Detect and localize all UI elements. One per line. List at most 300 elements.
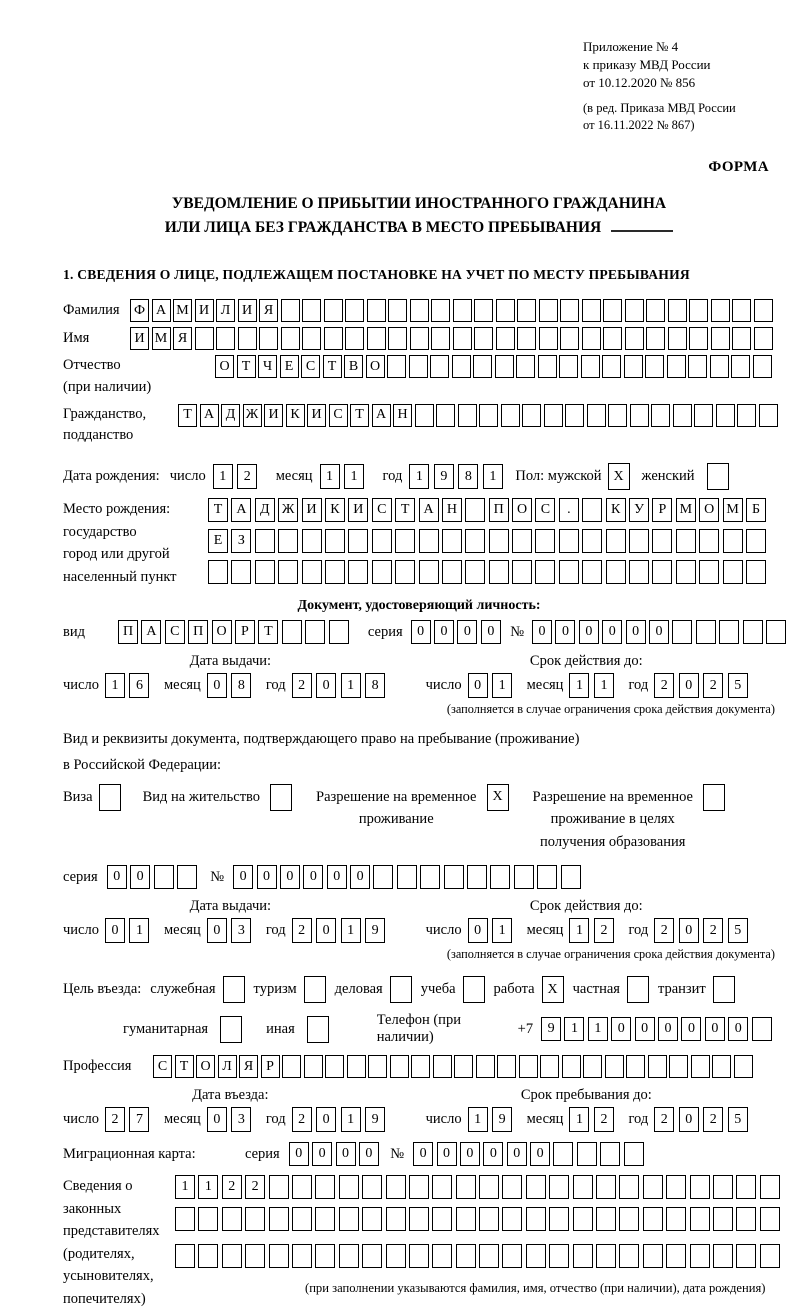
form-cell[interactable] [603, 299, 622, 322]
form-cell[interactable] [281, 299, 300, 322]
form-cell[interactable] [549, 1207, 569, 1231]
form-cell[interactable] [526, 1244, 546, 1268]
form-cell[interactable] [329, 620, 349, 644]
form-cell[interactable] [222, 1244, 242, 1268]
form-cell[interactable] [752, 1017, 772, 1041]
form-cell[interactable] [387, 355, 406, 378]
form-cell[interactable] [324, 327, 343, 350]
form-cell[interactable] [516, 355, 535, 378]
form-cell[interactable] [324, 299, 343, 322]
form-cell[interactable] [388, 299, 407, 322]
form-cell[interactable]: Б [746, 498, 766, 522]
form-cell[interactable]: 9 [365, 1107, 385, 1132]
form-cell[interactable] [587, 404, 606, 427]
form-cell[interactable]: А [372, 404, 391, 427]
form-cell[interactable] [278, 560, 298, 584]
form-cell[interactable]: 0 [728, 1017, 748, 1041]
form-cell[interactable]: Д [255, 498, 275, 522]
form-cell[interactable] [386, 1244, 406, 1268]
form-cell[interactable] [282, 620, 302, 644]
form-cell[interactable] [395, 529, 415, 553]
form-cell[interactable]: А [231, 498, 251, 522]
form-cell[interactable] [502, 1207, 522, 1231]
form-cell[interactable] [453, 299, 472, 322]
form-cell[interactable] [673, 404, 692, 427]
form-cell[interactable] [596, 1244, 616, 1268]
form-cell[interactable] [419, 529, 439, 553]
form-cell[interactable]: 0 [130, 865, 150, 889]
form-cell[interactable]: 1 [341, 673, 361, 698]
form-cell[interactable] [561, 865, 581, 889]
form-cell[interactable] [512, 529, 532, 553]
form-cell[interactable] [651, 404, 670, 427]
form-cell[interactable] [465, 498, 485, 522]
form-cell[interactable]: 2 [703, 1107, 723, 1132]
form-cell[interactable]: 1 [483, 464, 503, 489]
form-cell[interactable]: 0 [679, 1107, 699, 1132]
form-cell[interactable] [476, 1055, 495, 1078]
form-cell[interactable] [711, 327, 730, 350]
form-cell[interactable]: 1 [213, 464, 233, 489]
form-cell[interactable] [690, 1207, 710, 1231]
form-cell[interactable]: Т [178, 404, 197, 427]
form-cell[interactable] [606, 529, 626, 553]
form-cell[interactable] [646, 327, 665, 350]
form-cell[interactable]: Н [442, 498, 462, 522]
form-cell[interactable] [367, 327, 386, 350]
form-cell[interactable] [526, 1175, 546, 1199]
form-cell[interactable] [411, 1055, 430, 1078]
form-cell[interactable]: М [676, 498, 696, 522]
form-cell[interactable]: 7 [129, 1107, 149, 1132]
form-cell[interactable]: X [487, 784, 509, 811]
form-cell[interactable]: И [302, 498, 322, 522]
form-cell[interactable]: И [195, 299, 214, 322]
form-cell[interactable]: Р [261, 1055, 280, 1078]
form-cell[interactable] [490, 865, 510, 889]
form-cell[interactable]: М [723, 498, 743, 522]
form-cell[interactable] [463, 976, 485, 1003]
form-cell[interactable]: 0 [555, 620, 575, 644]
form-cell[interactable] [737, 404, 756, 427]
form-cell[interactable] [415, 404, 434, 427]
form-cell[interactable] [734, 1055, 753, 1078]
form-cell[interactable]: Д [221, 404, 240, 427]
form-cell[interactable] [539, 327, 558, 350]
form-cell[interactable]: 1 [594, 673, 614, 698]
form-cell[interactable] [731, 355, 750, 378]
form-cell[interactable] [746, 529, 766, 553]
form-cell[interactable] [304, 1055, 323, 1078]
form-cell[interactable] [667, 355, 686, 378]
form-cell[interactable]: 0 [437, 1142, 457, 1166]
form-cell[interactable]: 0 [303, 865, 323, 889]
form-cell[interactable]: 0 [257, 865, 277, 889]
form-cell[interactable] [732, 327, 751, 350]
form-cell[interactable] [348, 560, 368, 584]
form-cell[interactable] [474, 299, 493, 322]
form-cell[interactable]: 0 [233, 865, 253, 889]
form-cell[interactable] [629, 560, 649, 584]
form-cell[interactable]: Р [652, 498, 672, 522]
form-cell[interactable] [668, 299, 687, 322]
form-cell[interactable]: 2 [594, 1107, 614, 1132]
form-cell[interactable] [565, 404, 584, 427]
form-cell[interactable] [302, 299, 321, 322]
form-cell[interactable] [596, 1175, 616, 1199]
form-cell[interactable]: А [152, 299, 171, 322]
form-cell[interactable]: Т [208, 498, 228, 522]
form-cell[interactable]: 6 [129, 673, 149, 698]
form-cell[interactable] [707, 463, 729, 490]
form-cell[interactable]: 9 [365, 918, 385, 943]
form-cell[interactable]: 0 [316, 918, 336, 943]
form-cell[interactable] [345, 299, 364, 322]
form-cell[interactable] [255, 529, 275, 553]
form-cell[interactable]: И [307, 404, 326, 427]
form-cell[interactable] [603, 327, 622, 350]
form-cell[interactable] [719, 620, 739, 644]
form-cell[interactable] [177, 865, 197, 889]
form-cell[interactable]: О [366, 355, 385, 378]
form-cell[interactable] [549, 1244, 569, 1268]
form-cell[interactable] [672, 620, 692, 644]
form-cell[interactable]: 0 [460, 1142, 480, 1166]
form-cell[interactable] [517, 327, 536, 350]
form-cell[interactable]: 0 [327, 865, 347, 889]
form-cell[interactable]: С [535, 498, 555, 522]
form-cell[interactable]: О [212, 620, 232, 644]
form-cell[interactable] [325, 560, 345, 584]
form-cell[interactable] [629, 529, 649, 553]
form-cell[interactable]: 5 [728, 918, 748, 943]
form-cell[interactable]: 2 [594, 918, 614, 943]
form-cell[interactable] [676, 560, 696, 584]
form-cell[interactable] [712, 1055, 731, 1078]
form-cell[interactable] [619, 1207, 639, 1231]
form-cell[interactable]: А [141, 620, 161, 644]
form-cell[interactable]: 2 [105, 1107, 125, 1132]
form-cell[interactable] [452, 355, 471, 378]
form-cell[interactable] [292, 1244, 312, 1268]
form-cell[interactable] [436, 404, 455, 427]
form-cell[interactable] [766, 620, 786, 644]
form-cell[interactable] [456, 1175, 476, 1199]
form-cell[interactable]: 1 [198, 1175, 218, 1199]
form-cell[interactable] [535, 529, 555, 553]
form-cell[interactable]: 0 [207, 918, 227, 943]
form-cell[interactable] [245, 1244, 265, 1268]
form-cell[interactable] [473, 355, 492, 378]
form-cell[interactable] [605, 1055, 624, 1078]
form-cell[interactable] [372, 529, 392, 553]
form-cell[interactable] [269, 1244, 289, 1268]
form-cell[interactable] [282, 1055, 301, 1078]
form-cell[interactable] [600, 1142, 620, 1166]
form-cell[interactable] [216, 327, 235, 350]
form-cell[interactable]: 0 [679, 673, 699, 698]
form-cell[interactable] [643, 1244, 663, 1268]
form-cell[interactable] [467, 865, 487, 889]
form-cell[interactable]: 0 [105, 918, 125, 943]
form-cell[interactable] [302, 327, 321, 350]
form-cell[interactable]: 0 [611, 1017, 631, 1041]
form-cell[interactable]: 0 [411, 620, 431, 644]
form-cell[interactable]: 8 [231, 673, 251, 698]
form-cell[interactable] [315, 1244, 335, 1268]
form-cell[interactable] [474, 327, 493, 350]
form-cell[interactable]: Я [259, 299, 278, 322]
form-cell[interactable] [255, 560, 275, 584]
form-cell[interactable] [573, 1175, 593, 1199]
form-cell[interactable] [495, 355, 514, 378]
form-cell[interactable]: П [118, 620, 138, 644]
form-cell[interactable]: 8 [458, 464, 478, 489]
form-cell[interactable] [760, 1207, 780, 1231]
form-cell[interactable]: Ф [130, 299, 149, 322]
form-cell[interactable]: 1 [341, 1107, 361, 1132]
form-cell[interactable]: М [152, 327, 171, 350]
form-cell[interactable] [732, 299, 751, 322]
form-cell[interactable]: 1 [492, 918, 512, 943]
form-cell[interactable] [553, 1142, 573, 1166]
form-cell[interactable] [465, 560, 485, 584]
form-cell[interactable] [489, 529, 509, 553]
form-cell[interactable] [278, 529, 298, 553]
form-cell[interactable]: 0 [336, 1142, 356, 1166]
form-cell[interactable]: С [329, 404, 348, 427]
form-cell[interactable]: 0 [468, 918, 488, 943]
form-cell[interactable] [489, 560, 509, 584]
form-cell[interactable]: 1 [344, 464, 364, 489]
form-cell[interactable] [390, 1055, 409, 1078]
form-cell[interactable] [223, 976, 245, 1003]
form-cell[interactable] [582, 498, 602, 522]
form-cell[interactable]: 0 [457, 620, 477, 644]
form-cell[interactable] [432, 1175, 452, 1199]
form-cell[interactable]: 0 [107, 865, 127, 889]
form-cell[interactable]: К [286, 404, 305, 427]
form-cell[interactable] [409, 355, 428, 378]
form-cell[interactable] [559, 529, 579, 553]
form-cell[interactable]: И [238, 299, 257, 322]
form-cell[interactable] [630, 404, 649, 427]
form-cell[interactable]: 2 [703, 918, 723, 943]
form-cell[interactable]: 9 [492, 1107, 512, 1132]
form-cell[interactable]: 0 [602, 620, 622, 644]
form-cell[interactable] [442, 560, 462, 584]
form-cell[interactable] [362, 1207, 382, 1231]
form-cell[interactable] [410, 299, 429, 322]
form-cell[interactable] [577, 1142, 597, 1166]
form-cell[interactable] [231, 560, 251, 584]
form-cell[interactable]: Ж [243, 404, 262, 427]
form-cell[interactable]: 0 [289, 1142, 309, 1166]
form-cell[interactable] [339, 1244, 359, 1268]
form-cell[interactable]: О [196, 1055, 215, 1078]
form-cell[interactable] [606, 560, 626, 584]
form-cell[interactable] [676, 529, 696, 553]
form-cell[interactable] [496, 299, 515, 322]
form-cell[interactable] [723, 529, 743, 553]
form-cell[interactable] [643, 1175, 663, 1199]
form-cell[interactable] [386, 1175, 406, 1199]
form-cell[interactable] [723, 560, 743, 584]
form-cell[interactable] [583, 1055, 602, 1078]
form-cell[interactable] [666, 1175, 686, 1199]
form-cell[interactable]: 0 [280, 865, 300, 889]
form-cell[interactable] [624, 355, 643, 378]
form-cell[interactable] [479, 1244, 499, 1268]
form-cell[interactable] [304, 976, 326, 1003]
form-cell[interactable] [696, 620, 716, 644]
form-cell[interactable]: М [173, 299, 192, 322]
form-cell[interactable] [746, 560, 766, 584]
form-cell[interactable] [432, 1244, 452, 1268]
form-cell[interactable] [431, 299, 450, 322]
form-cell[interactable] [608, 404, 627, 427]
form-cell[interactable]: П [188, 620, 208, 644]
form-cell[interactable]: Ч [258, 355, 277, 378]
form-cell[interactable] [544, 404, 563, 427]
form-cell[interactable] [754, 327, 773, 350]
form-cell[interactable] [388, 327, 407, 350]
form-cell[interactable]: 0 [350, 865, 370, 889]
form-cell[interactable]: 0 [649, 620, 669, 644]
form-cell[interactable] [99, 784, 121, 811]
form-cell[interactable] [453, 327, 472, 350]
form-cell[interactable] [444, 865, 464, 889]
form-cell[interactable] [479, 1175, 499, 1199]
form-cell[interactable]: 1 [129, 918, 149, 943]
form-cell[interactable] [625, 299, 644, 322]
form-cell[interactable]: С [153, 1055, 172, 1078]
form-cell[interactable] [362, 1175, 382, 1199]
form-cell[interactable] [245, 1207, 265, 1231]
form-cell[interactable] [409, 1207, 429, 1231]
form-cell[interactable] [269, 1207, 289, 1231]
form-cell[interactable] [238, 327, 257, 350]
form-cell[interactable]: Т [237, 355, 256, 378]
form-cell[interactable]: X [542, 976, 564, 1003]
form-cell[interactable] [624, 1142, 644, 1166]
form-cell[interactable] [652, 560, 672, 584]
form-cell[interactable]: 0 [434, 620, 454, 644]
form-cell[interactable] [315, 1207, 335, 1231]
form-cell[interactable]: В [344, 355, 363, 378]
form-cell[interactable] [305, 620, 325, 644]
form-cell[interactable]: Т [258, 620, 278, 644]
form-cell[interactable]: Т [395, 498, 415, 522]
form-cell[interactable] [410, 327, 429, 350]
form-cell[interactable] [419, 560, 439, 584]
form-cell[interactable]: С [301, 355, 320, 378]
form-cell[interactable] [581, 355, 600, 378]
form-cell[interactable]: 0 [207, 1107, 227, 1132]
form-cell[interactable]: 0 [413, 1142, 433, 1166]
form-cell[interactable] [517, 299, 536, 322]
form-cell[interactable] [502, 1244, 522, 1268]
form-cell[interactable] [522, 404, 541, 427]
form-cell[interactable] [716, 404, 735, 427]
form-cell[interactable] [627, 976, 649, 1003]
form-cell[interactable] [643, 1207, 663, 1231]
form-cell[interactable] [619, 1175, 639, 1199]
form-cell[interactable] [433, 1055, 452, 1078]
form-cell[interactable]: Ж [278, 498, 298, 522]
form-cell[interactable] [514, 865, 534, 889]
form-cell[interactable] [694, 404, 713, 427]
form-cell[interactable]: 1 [105, 673, 125, 698]
form-cell[interactable]: О [512, 498, 532, 522]
form-cell[interactable]: 0 [316, 1107, 336, 1132]
form-cell[interactable]: 0 [483, 1142, 503, 1166]
form-cell[interactable] [562, 1055, 581, 1078]
form-cell[interactable] [456, 1244, 476, 1268]
form-cell[interactable]: 0 [481, 620, 501, 644]
form-cell[interactable]: 0 [359, 1142, 379, 1166]
form-cell[interactable] [368, 1055, 387, 1078]
form-cell[interactable] [559, 355, 578, 378]
form-cell[interactable]: 1 [492, 673, 512, 698]
form-cell[interactable] [269, 1175, 289, 1199]
form-cell[interactable] [691, 1055, 710, 1078]
form-cell[interactable] [307, 1016, 329, 1043]
form-cell[interactable] [582, 327, 601, 350]
form-cell[interactable]: 0 [468, 673, 488, 698]
form-cell[interactable] [535, 560, 555, 584]
form-cell[interactable] [759, 404, 778, 427]
form-cell[interactable] [345, 327, 364, 350]
form-cell[interactable] [689, 299, 708, 322]
form-cell[interactable] [713, 1175, 733, 1199]
form-cell[interactable] [736, 1175, 756, 1199]
form-cell[interactable]: 2 [703, 673, 723, 698]
form-cell[interactable] [666, 1244, 686, 1268]
form-cell[interactable]: 2 [245, 1175, 265, 1199]
form-cell[interactable] [420, 865, 440, 889]
form-cell[interactable]: Т [175, 1055, 194, 1078]
form-cell[interactable]: 0 [507, 1142, 527, 1166]
form-cell[interactable]: К [325, 498, 345, 522]
form-cell[interactable]: И [130, 327, 149, 350]
form-cell[interactable]: 8 [365, 673, 385, 698]
form-cell[interactable]: 0 [532, 620, 552, 644]
form-cell[interactable] [195, 327, 214, 350]
form-cell[interactable] [373, 865, 393, 889]
form-cell[interactable] [512, 560, 532, 584]
form-cell[interactable]: Е [280, 355, 299, 378]
form-cell[interactable] [454, 1055, 473, 1078]
form-cell[interactable]: 5 [728, 673, 748, 698]
form-cell[interactable] [652, 529, 672, 553]
form-cell[interactable] [409, 1175, 429, 1199]
form-cell[interactable] [582, 560, 602, 584]
form-cell[interactable] [669, 1055, 688, 1078]
form-cell[interactable] [431, 327, 450, 350]
form-cell[interactable] [573, 1207, 593, 1231]
form-cell[interactable]: З [231, 529, 251, 553]
form-cell[interactable]: 1 [409, 464, 429, 489]
form-cell[interactable] [292, 1207, 312, 1231]
form-cell[interactable] [479, 404, 498, 427]
form-cell[interactable]: Е [208, 529, 228, 553]
form-cell[interactable] [198, 1207, 218, 1231]
form-cell[interactable] [175, 1244, 195, 1268]
form-cell[interactable]: 2 [292, 673, 312, 698]
form-cell[interactable] [736, 1244, 756, 1268]
form-cell[interactable] [760, 1244, 780, 1268]
